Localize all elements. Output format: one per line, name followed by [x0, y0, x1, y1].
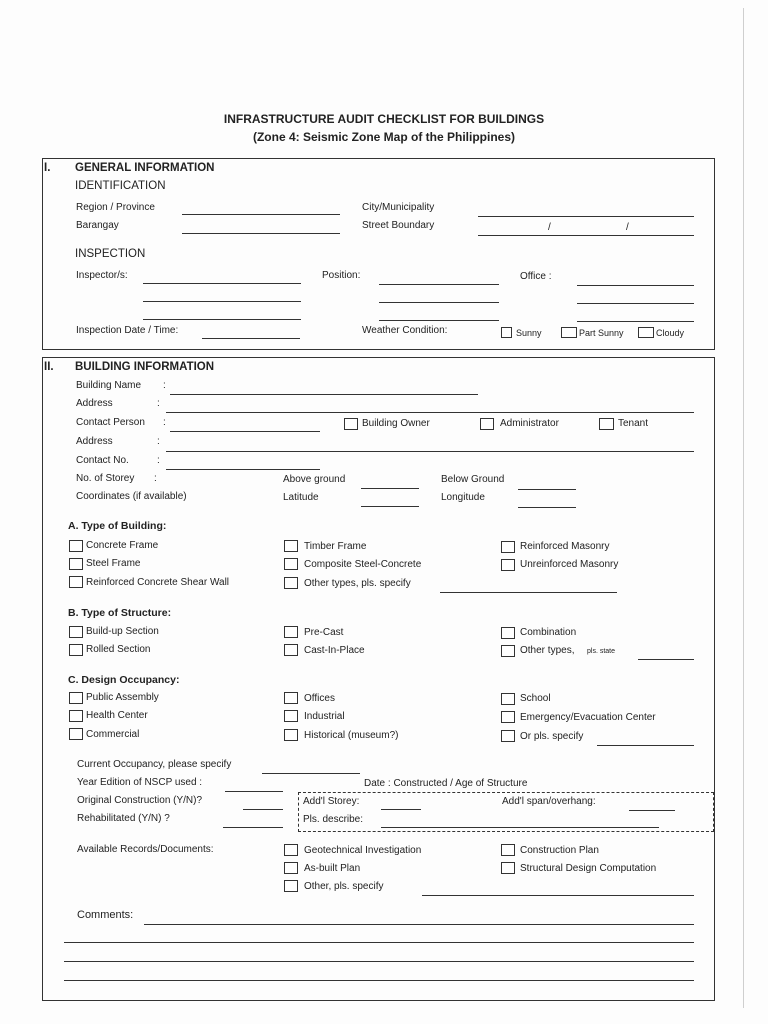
- design-computation-label: Structural Design Computation: [520, 863, 657, 874]
- identification-heading: IDENTIFICATION: [75, 180, 166, 192]
- contact-no-label: Contact No.: [76, 455, 129, 466]
- cloudy-checkbox[interactable]: [638, 327, 654, 338]
- address-label: Address: [76, 398, 113, 409]
- contact-no-field[interactable]: [166, 469, 320, 470]
- other-structure-field[interactable]: [638, 659, 694, 660]
- rehabilitated-field[interactable]: [223, 827, 283, 828]
- public-assembly-label: Public Assembly: [86, 692, 159, 703]
- colon: :: [163, 380, 166, 391]
- commercial-label: Commercial: [86, 729, 140, 740]
- inspectors-label: Inspector/s:: [76, 270, 128, 281]
- below-ground-label: Below Ground: [441, 474, 505, 485]
- combination-label: Combination: [520, 627, 577, 638]
- shear-wall-label: Reinforced Concrete Shear Wall: [86, 577, 230, 588]
- rolled-section-checkbox[interactable]: [69, 644, 83, 656]
- comments-line[interactable]: [64, 980, 694, 981]
- section2-heading: BUILDING INFORMATION: [75, 361, 215, 373]
- other-types-field[interactable]: [440, 592, 617, 593]
- combination-checkbox[interactable]: [501, 627, 515, 639]
- tenant-checkbox[interactable]: [599, 418, 614, 430]
- health-center-checkbox[interactable]: [69, 710, 83, 722]
- original-construction-label: Original Construction (Y/N)?: [77, 795, 203, 806]
- date-constructed-label: Date : Constructed / Age of Structure: [364, 778, 528, 789]
- street-separator: /: [548, 222, 551, 233]
- form-title: INFRASTRUCTURE AUDIT CHECKLIST FOR BUILDINGS: [223, 112, 545, 126]
- region-field[interactable]: [182, 214, 340, 215]
- position-label: Position:: [322, 270, 361, 281]
- inspection-date-field[interactable]: [202, 338, 300, 339]
- city-field[interactable]: [478, 216, 694, 217]
- comments-line[interactable]: [64, 942, 694, 943]
- inspection-heading: INSPECTION: [75, 248, 146, 260]
- year-edition-field[interactable]: [225, 791, 283, 792]
- offices-label: Offices: [304, 693, 335, 704]
- other-occupancy-field[interactable]: [597, 745, 694, 746]
- cast-in-place-label: Cast-In-Place: [304, 645, 365, 656]
- street-label: Street Boundary: [362, 220, 435, 231]
- public-assembly-checkbox[interactable]: [69, 692, 83, 704]
- above-ground-field[interactable]: [361, 488, 419, 489]
- cast-in-place-checkbox[interactable]: [284, 644, 298, 656]
- construction-plan-label: Construction Plan: [520, 845, 599, 856]
- steel-frame-label: Steel Frame: [86, 558, 141, 569]
- latitude-field[interactable]: [361, 506, 419, 507]
- storey-label: No. of Storey: [76, 473, 135, 484]
- industrial-label: Industrial: [304, 711, 345, 722]
- building-name-field[interactable]: [170, 394, 478, 395]
- reinforced-masonry-label: Reinforced Masonry: [520, 541, 610, 552]
- design-computation-checkbox[interactable]: [501, 862, 515, 874]
- steel-frame-checkbox[interactable]: [69, 558, 83, 570]
- comments-line[interactable]: [144, 924, 694, 925]
- school-label: School: [520, 693, 551, 704]
- rolled-section-label: Rolled Section: [86, 644, 151, 655]
- office-field[interactable]: [577, 303, 694, 304]
- tenant-label: Tenant: [618, 418, 649, 429]
- geotechnical-checkbox[interactable]: [284, 844, 298, 856]
- position-field[interactable]: [379, 284, 499, 285]
- rehabilitated-label: Rehabilitated (Y/N) ?: [77, 813, 170, 824]
- latitude-label: Latitude: [283, 492, 319, 503]
- design-occupancy-heading: C. Design Occupancy:: [68, 674, 180, 686]
- below-ground-field[interactable]: [518, 489, 576, 490]
- contact-person-label: Contact Person: [76, 417, 145, 428]
- other-records-field[interactable]: [422, 895, 694, 896]
- other-occupancy-checkbox[interactable]: [501, 730, 515, 742]
- colon: :: [157, 455, 160, 466]
- type-of-structure-heading: B. Type of Structure:: [68, 607, 172, 619]
- other-records-label: Other, pls. specify: [304, 881, 384, 892]
- inspector-field[interactable]: [143, 283, 301, 284]
- build-up-checkbox[interactable]: [69, 626, 83, 638]
- address2-field[interactable]: [166, 451, 694, 452]
- historical-label: Historical (museum?): [304, 730, 399, 741]
- position-field[interactable]: [379, 320, 499, 321]
- other-types-label: Other types, pls. specify: [304, 578, 411, 589]
- reinforced-masonry-checkbox[interactable]: [501, 541, 515, 553]
- evacuation-center-checkbox[interactable]: [501, 711, 515, 723]
- pre-cast-label: Pre-Cast: [304, 627, 344, 638]
- city-label: City/Municipality: [362, 202, 435, 213]
- comments-label: Comments:: [77, 909, 134, 921]
- contact-person-field[interactable]: [170, 431, 320, 432]
- pre-cast-checkbox[interactable]: [284, 626, 298, 638]
- timber-frame-checkbox[interactable]: [284, 540, 298, 552]
- section2-number: II.: [44, 361, 54, 373]
- inspector-field[interactable]: [143, 301, 301, 302]
- as-built-checkbox[interactable]: [284, 862, 298, 874]
- colon: :: [157, 398, 160, 409]
- evacuation-center-label: Emergency/Evacuation Center: [520, 712, 656, 723]
- health-center-label: Health Center: [86, 710, 148, 721]
- comments-line[interactable]: [64, 961, 694, 962]
- above-ground-label: Above ground: [283, 474, 346, 485]
- region-label: Region / Province: [76, 202, 155, 213]
- pls-describe-label: Pls. describe:: [303, 814, 364, 825]
- colon: :: [154, 473, 157, 484]
- other-types-checkbox[interactable]: [284, 577, 298, 589]
- address2-label: Address: [76, 436, 113, 447]
- commercial-checkbox[interactable]: [69, 728, 83, 740]
- inspection-date-label: Inspection Date / Time:: [76, 325, 179, 336]
- offices-checkbox[interactable]: [284, 692, 298, 704]
- position-field[interactable]: [379, 302, 499, 303]
- coordinates-label: Coordinates (if available): [76, 491, 187, 502]
- geotechnical-label: Geotechnical Investigation: [304, 845, 422, 856]
- pls-state-label: pls. state: [587, 648, 616, 655]
- industrial-checkbox[interactable]: [284, 710, 298, 722]
- administrator-label: Administrator: [500, 418, 559, 429]
- school-checkbox[interactable]: [501, 693, 515, 705]
- shear-wall-checkbox[interactable]: [69, 576, 83, 588]
- other-occupancy-label: Or pls. specify: [520, 731, 584, 742]
- current-occupancy-label: Current Occupancy, please specify: [77, 759, 232, 770]
- office-label: Office :: [520, 271, 552, 282]
- build-up-label: Build-up Section: [86, 626, 159, 637]
- building-owner-checkbox[interactable]: [344, 418, 358, 430]
- cloudy-label: Cloudy: [656, 328, 685, 338]
- composite-checkbox[interactable]: [284, 558, 298, 570]
- timber-frame-label: Timber Frame: [304, 541, 367, 552]
- pls-describe-field[interactable]: [381, 827, 659, 828]
- form-subtitle: (Zone 4: Seismic Zone Map of the Philippines): [252, 130, 516, 144]
- part-sunny-checkbox[interactable]: [561, 327, 577, 338]
- section1-heading: GENERAL INFORMATION: [75, 162, 215, 174]
- concrete-frame-label: Concrete Frame: [86, 540, 159, 551]
- available-records-label: Available Records/Documents:: [77, 844, 214, 855]
- other-structure-checkbox[interactable]: [501, 645, 515, 657]
- colon: :: [157, 436, 160, 447]
- sunny-checkbox[interactable]: [501, 327, 512, 338]
- addl-span-label: Add'l span/overhang:: [502, 796, 596, 807]
- addl-span-field[interactable]: [629, 810, 675, 811]
- original-construction-field[interactable]: [243, 809, 283, 810]
- address-field[interactable]: [166, 412, 694, 413]
- type-of-building-heading: A. Type of Building:: [68, 520, 167, 532]
- sunny-label: Sunny: [516, 328, 542, 338]
- composite-label: Composite Steel-Concrete: [304, 559, 422, 570]
- addl-storey-label: Add'l Storey:: [303, 796, 360, 807]
- building-owner-label: Building Owner: [362, 418, 430, 429]
- other-records-checkbox[interactable]: [284, 880, 298, 892]
- building-name-label: Building Name: [76, 380, 142, 391]
- scan-edge: [743, 8, 744, 1008]
- historical-checkbox[interactable]: [284, 729, 298, 741]
- current-occupancy-field[interactable]: [262, 773, 360, 774]
- concrete-frame-checkbox[interactable]: [69, 540, 83, 552]
- office-field[interactable]: [577, 321, 694, 322]
- section1-number: I.: [44, 162, 51, 174]
- longitude-field[interactable]: [518, 507, 576, 508]
- weather-label: Weather Condition:: [362, 325, 448, 336]
- street-separator: /: [626, 222, 629, 233]
- construction-plan-checkbox[interactable]: [501, 844, 515, 856]
- longitude-label: Longitude: [441, 492, 485, 503]
- inspector-field[interactable]: [143, 319, 301, 320]
- year-edition-label: Year Edition of NSCP used :: [77, 777, 203, 788]
- unreinforced-masonry-label: Unreinforced Masonry: [520, 559, 619, 570]
- administrator-checkbox[interactable]: [480, 418, 494, 430]
- office-field[interactable]: [577, 285, 694, 286]
- unreinforced-masonry-checkbox[interactable]: [501, 559, 515, 571]
- addl-storey-field[interactable]: [381, 809, 421, 810]
- part-sunny-label: Part Sunny: [579, 328, 624, 338]
- as-built-label: As-built Plan: [304, 863, 361, 874]
- barangay-field[interactable]: [182, 233, 340, 234]
- colon: :: [163, 417, 166, 428]
- street-field[interactable]: [478, 235, 694, 236]
- other-structure-label: Other types,: [520, 645, 575, 656]
- barangay-label: Barangay: [76, 220, 119, 231]
